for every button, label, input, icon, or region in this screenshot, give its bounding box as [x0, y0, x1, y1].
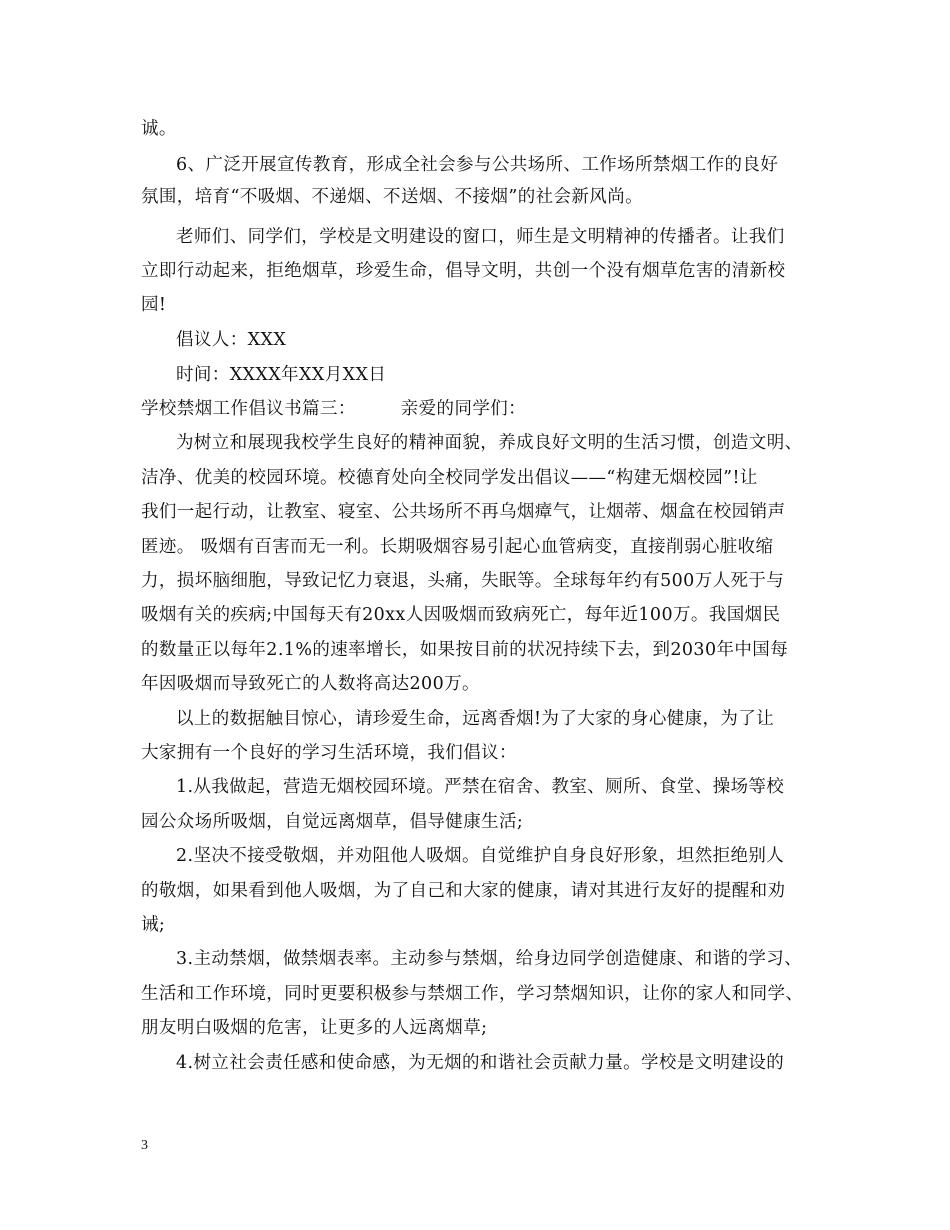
text-line: 1.从我做起，营造无烟校园环境。严禁在宿舍、教室、厕所、食堂、操场等校 [176, 777, 785, 797]
text-line: 老师们、同学们，学校是文明建设的窗口，师生是文明精神的传播者。让我们 [176, 227, 785, 247]
text-line: 年因吸烟而导致死亡的人数将高达200万。 [141, 674, 480, 694]
text-line: 倡议人：XXX [176, 330, 287, 350]
text-line: 匿迹。 吸烟有百害而无一利。长期吸烟容易引起心血管病变，直接削弱心脏收缩 [141, 537, 774, 557]
text-line: 以上的数据触目惊心，请珍爱生命，远离香烟!为了大家的身心健康，为了让 [176, 709, 775, 729]
text-line: 的敬烟，如果看到他人吸烟，为了自己和大家的健康，请对其进行友好的提醒和劝 [141, 881, 786, 901]
page-number: 3 [141, 1138, 148, 1153]
text-line: 诫; [141, 915, 166, 935]
text-line: 的数量正以每年2.1%的速率增长，如果按目前的状况持续下去，到2030年中国每 [141, 640, 789, 660]
text-line: 时间：XXXX年XX月XX日 [176, 365, 387, 385]
text-line: 朋友明白吸烟的危害，让更多的人远离烟草; [141, 1018, 488, 1038]
text-line: 力，损坏脑细胞，导致记忆力衰退，头痛，失眠等。全球每年约有500万人死于与 [141, 571, 785, 591]
text-line: 为树立和展现我校学生良好的精神面貌，养成良好文明的生活习惯，创造文明、 [176, 433, 803, 453]
text-line: 园公众场所吸烟，自觉远离烟草，倡导健康生活; [141, 812, 524, 832]
text-line: 园! [141, 295, 167, 315]
text-line: 大家拥有一个良好的学习生活环境，我们倡议： [141, 743, 517, 763]
text-line: 诚。 [141, 119, 177, 139]
text-line: 吸烟有关的疾病;中国每天有20xx人因吸烟而致病死亡，每年近100万。我国烟民 [141, 605, 781, 625]
text-line: 立即行动起来，拒绝烟草，珍爱生命，倡导文明，共创一个没有烟草危害的清新校 [141, 261, 786, 281]
text-line: 我们一起行动，让教室、寝室、公共场所不再乌烟瘴气，让烟蒂、烟盒在校园销声 [141, 502, 786, 522]
text-line: 学校禁烟工作倡议书篇三： 亲爱的同学们： [141, 399, 527, 419]
text-line: 2.坚决不接受敬烟，并劝阻他人吸烟。自觉维护自身良好形象，坦然拒绝别人 [176, 846, 785, 866]
text-line: 洁净、优美的校园环境。校德育处向全校同学发出倡议——“构建无烟校园”!让 [141, 468, 758, 488]
text-line: 生活和工作环境，同时更要积极参与禁烟工作，学习禁烟知识，让你的家人和同学、 [141, 984, 804, 1004]
text-line: 氛围，培育“不吸烟、不递烟、不送烟、不接烟”的社会新风尚。 [141, 187, 643, 207]
text-line: 4.树立社会责任感和使命感，为无烟的和谐社会贡献力量。学校是文明建设的 [176, 1053, 785, 1073]
text-line: 3.主动禁烟，做禁烟表率。主动参与禁烟，给身边同学创造健康、和谐的学习、 [176, 949, 803, 969]
text-line: 6、广泛开展宣传教育，形成全社会参与公共场所、工作场所禁烟工作的良好 [176, 155, 779, 175]
